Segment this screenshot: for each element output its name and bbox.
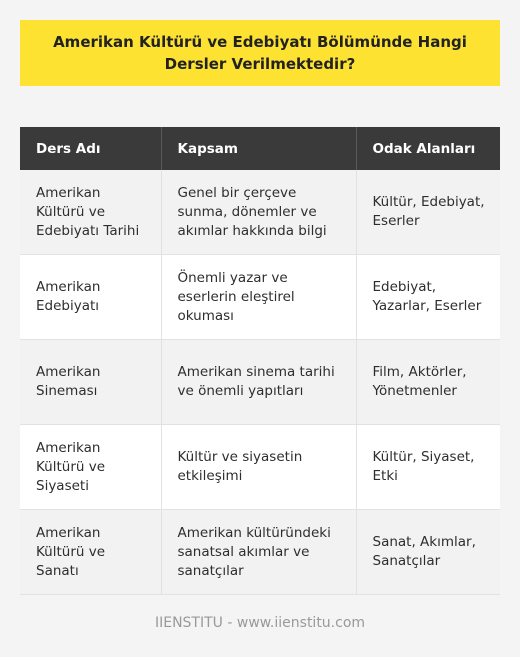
page-title: Amerikan Kültürü ve Edebiyatı Bölümünde Hangi Dersler Verilmektedir?: [53, 33, 467, 73]
scope-cell: Genel bir çerçeve sunma, dönemler ve akımlar hakkında bilgi: [161, 170, 356, 255]
course-name-cell: Amerikan Kültürü ve Siyaseti: [20, 425, 161, 510]
courses-table: [20, 127, 500, 595]
table-row: [20, 170, 500, 255]
course-name-cell: Amerikan Kültürü ve Edebiyatı Tarihi: [20, 170, 161, 255]
column-header-scope: Kapsam: [161, 127, 356, 170]
scope-cell: Amerikan kültüründeki sanatsal akımlar ve sanatçılar: [161, 510, 356, 595]
focus-areas-cell: Kültür, Edebiyat, Eserler: [356, 170, 500, 255]
table-row: [20, 340, 500, 425]
focus-areas-cell: Film, Aktörler, Yönetmenler: [356, 340, 500, 425]
scope-cell: Kültür ve siyasetin etkileşimi: [161, 425, 356, 510]
course-name-cell: Amerikan Kültürü ve Sanatı: [20, 510, 161, 595]
focus-areas-cell: Edebiyat, Yazarlar, Eserler: [356, 255, 500, 340]
scope-cell: Önemli yazar ve eserlerin eleştirel okuması: [161, 255, 356, 340]
table-row: [20, 510, 500, 595]
title-banner: [20, 20, 500, 86]
focus-areas-cell: Sanat, Akımlar, Sanatçılar: [356, 510, 500, 595]
footer-credit: IIENSTITU - www.iienstitu.com: [154, 615, 366, 631]
course-name-cell: Amerikan Edebiyatı: [20, 255, 161, 340]
table-row: [20, 425, 500, 510]
table-header-row: [20, 127, 500, 170]
scope-cell: Amerikan sinema tarihi ve önemli yapıtları: [161, 340, 356, 425]
focus-areas-cell: Kültür, Siyaset, Etki: [356, 425, 500, 510]
table-row: [20, 255, 500, 340]
course-name-cell: Amerikan Sineması: [20, 340, 161, 425]
column-header-course-name: Ders Adı: [20, 127, 161, 170]
column-header-focus-areas: Odak Alanları: [356, 127, 500, 170]
